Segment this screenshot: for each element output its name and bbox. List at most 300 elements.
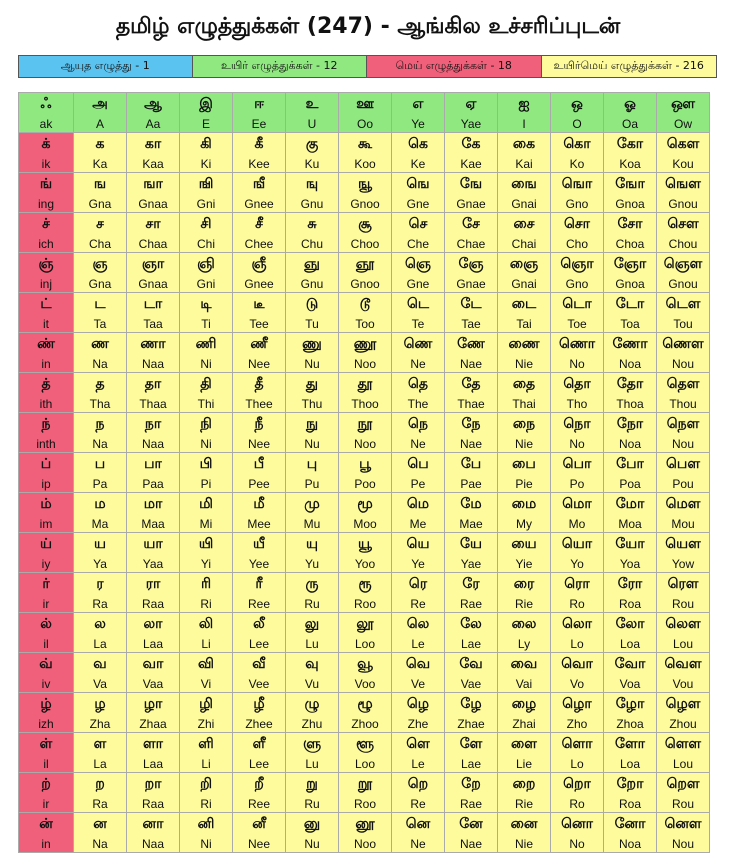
tamil-letter: கெ: [408, 136, 428, 152]
tamil-letter: னி: [197, 816, 215, 832]
syllable-cell: [498, 573, 551, 613]
pronunciation: Gnoa: [615, 277, 645, 291]
pronunciation: Thou: [669, 397, 697, 411]
syllable-cell: [286, 213, 339, 253]
syllable-cell: [498, 253, 551, 293]
syllable-cell: [127, 493, 180, 533]
consonant-cell: [19, 653, 74, 693]
tamil-letter: டெ: [406, 296, 430, 312]
tamil-letter: டௌ: [665, 296, 701, 312]
pronunciation: Poo: [354, 477, 376, 491]
tamil-letter: ளை: [511, 736, 537, 752]
tamil-letter: ண: [91, 336, 109, 352]
syllable-cell: [180, 373, 233, 413]
pronunciation: Pie: [515, 477, 533, 491]
syllable-cell: [657, 773, 710, 813]
syllable-cell: [286, 773, 339, 813]
syllable-cell: [551, 293, 604, 333]
tamil-letter: ஔ: [671, 96, 695, 112]
tamil-letter: கூ: [357, 136, 373, 152]
tamil-letter: பூ: [359, 456, 371, 472]
tamil-letter: மா: [143, 496, 163, 512]
syllable-cell: [551, 253, 604, 293]
tamil-letter: யெ: [406, 536, 430, 552]
syllable-cell: [392, 453, 445, 493]
syllable-cell: [339, 773, 392, 813]
pronunciation: Koa: [619, 157, 641, 171]
syllable-cell: [127, 333, 180, 373]
pronunciation: Ro: [569, 797, 585, 811]
tamil-letter: தோ: [616, 376, 644, 392]
syllable-cell: [127, 773, 180, 813]
pronunciation: Ru: [304, 597, 320, 611]
pronunciation: Ow: [674, 117, 692, 131]
pronunciation: Gno: [565, 197, 589, 211]
syllable-cell: [339, 373, 392, 413]
tamil-letter: நீ: [254, 416, 264, 432]
syllable-cell: [551, 533, 604, 573]
pronunciation: Chu: [300, 237, 323, 251]
pronunciation: Toa: [620, 317, 640, 331]
pronunciation: Ke: [410, 157, 426, 171]
tamil-letter: டீ: [253, 296, 265, 312]
pronunciation: Ree: [247, 597, 270, 611]
syllable-cell: [445, 453, 498, 493]
vowel-cell: [286, 93, 339, 133]
syllable-cell: [604, 653, 657, 693]
tamil-letter: தே: [461, 376, 481, 392]
consonant-cell: [19, 293, 74, 333]
tamil-letter: ய்: [39, 536, 52, 552]
syllable-cell: [392, 333, 445, 373]
tamil-letter: கௌ: [666, 136, 700, 152]
syllable-cell: [551, 613, 604, 653]
syllable-cell: [498, 653, 551, 693]
pronunciation: Ra: [92, 797, 108, 811]
syllable-cell: [339, 573, 392, 613]
syllable-cell: [127, 213, 180, 253]
pronunciation: Zhou: [669, 717, 697, 731]
pronunciation: Pae: [460, 477, 482, 491]
tamil-letter: னே: [459, 816, 483, 832]
pronunciation: Thoo: [351, 397, 379, 411]
pronunciation: Pu: [304, 477, 320, 491]
syllable-cell: [657, 333, 710, 373]
tamil-letter: ஒ: [571, 96, 583, 112]
tamil-letter: ணோ: [612, 336, 648, 352]
pronunciation: Chi: [196, 237, 215, 251]
tamil-letter: சொ: [564, 216, 590, 232]
pronunciation: inth: [36, 437, 56, 451]
syllable-cell: [604, 173, 657, 213]
table-row: [19, 533, 710, 573]
vowel-cell: [339, 93, 392, 133]
pronunciation: Vi: [200, 677, 212, 691]
syllable-cell: [498, 373, 551, 413]
pronunciation: La: [93, 757, 107, 771]
tamil-letter: ந: [95, 416, 105, 432]
pronunciation: Na: [92, 357, 108, 371]
syllable-cell: [657, 693, 710, 733]
pronunciation: Yo: [570, 557, 584, 571]
tamil-letter: ழௌ: [665, 696, 701, 712]
pronunciation: Aa: [145, 117, 161, 131]
syllable-cell: [551, 373, 604, 413]
tamil-letter: நௌ: [666, 416, 700, 432]
pronunciation: Noo: [353, 437, 376, 451]
syllable-cell: [233, 613, 286, 653]
tamil-letter: ஙி: [198, 176, 214, 192]
tamil-letter: ழை: [511, 696, 537, 712]
pronunciation: Tou: [673, 317, 693, 331]
pronunciation: Ree: [247, 797, 270, 811]
tamil-letter: னு: [303, 816, 321, 832]
vowel-cell: [445, 93, 498, 133]
syllable-cell: [551, 213, 604, 253]
pronunciation: Me: [409, 517, 427, 531]
pronunciation: Roo: [353, 597, 376, 611]
pronunciation: U: [307, 117, 317, 131]
syllable-cell: [604, 733, 657, 773]
pronunciation: Ya: [93, 557, 107, 571]
pronunciation: Na: [92, 837, 108, 851]
pronunciation: Choo: [350, 237, 380, 251]
tamil-letter: ணொ: [558, 336, 596, 352]
pronunciation: il: [43, 757, 49, 771]
syllable-cell: [392, 493, 445, 533]
syllable-cell: [445, 493, 498, 533]
pronunciation: Ne: [410, 837, 426, 851]
consonant-cell: [19, 813, 74, 853]
syllable-cell: [74, 493, 127, 533]
syllable-cell: [392, 693, 445, 733]
pronunciation: Ro: [569, 597, 585, 611]
pronunciation: Mou: [671, 517, 695, 531]
tamil-letter: ஓ: [624, 96, 636, 112]
tamil-letter: சி: [200, 216, 212, 232]
pronunciation: Zhu: [301, 717, 323, 731]
syllable-cell: [286, 253, 339, 293]
pronunciation: No: [569, 437, 585, 451]
tamil-letter: லொ: [562, 616, 592, 632]
tamil-letter: றி: [199, 776, 213, 792]
tamil-letter: ழீ: [253, 696, 265, 712]
syllable-cell: [127, 573, 180, 613]
syllable-cell: [392, 533, 445, 573]
tamil-letter: ழ: [94, 696, 106, 712]
tamil-letter: றௌ: [666, 776, 700, 792]
tamil-letter: னொ: [561, 816, 593, 832]
tamil-letter: தௌ: [666, 376, 700, 392]
tamil-letter: ச: [96, 216, 104, 232]
syllable-cell: [74, 293, 127, 333]
tamil-letter: கு: [305, 136, 319, 152]
pronunciation: Le: [411, 757, 425, 771]
tamil-letter: ட: [94, 296, 106, 312]
pronunciation: Zha: [89, 717, 111, 731]
table-row: [19, 813, 710, 853]
tamil-letter: ஞௌ: [663, 256, 703, 272]
pronunciation: Lo: [570, 757, 584, 771]
tamil-letter: கி: [200, 136, 212, 152]
tamil-letter: ஐ: [518, 96, 530, 112]
syllable-cell: [286, 573, 339, 613]
pronunciation: Lo: [570, 637, 584, 651]
consonant-cell: [19, 373, 74, 413]
consonant-cell: [19, 493, 74, 533]
pronunciation: Noo: [353, 357, 376, 371]
syllable-cell: [127, 533, 180, 573]
tamil-letter: தீ: [254, 376, 264, 392]
pronunciation: Nae: [459, 357, 482, 371]
pronunciation: Chou: [668, 237, 698, 251]
pronunciation: Vo: [569, 677, 584, 691]
pronunciation: Ri: [200, 797, 212, 811]
pronunciation: Chaa: [138, 237, 168, 251]
pronunciation: Mu: [303, 517, 321, 531]
syllable-cell: [127, 813, 180, 853]
tamil-letter: யி: [198, 536, 214, 552]
syllable-cell: [286, 333, 339, 373]
pronunciation: ik: [41, 157, 51, 171]
pronunciation: Gnu: [300, 197, 324, 211]
pronunciation: Loo: [354, 637, 376, 651]
tamil-letter: லீ: [253, 616, 265, 632]
pronunciation: it: [43, 317, 49, 331]
syllable-cell: [392, 573, 445, 613]
syllable-cell: [180, 213, 233, 253]
pronunciation: in: [41, 357, 51, 371]
tamil-letter: மே: [460, 496, 482, 512]
table-row: [19, 173, 710, 213]
tamil-letter: க: [95, 136, 105, 152]
pronunciation: Yu: [304, 557, 319, 571]
tamil-letter: நே: [461, 416, 481, 432]
syllable-cell: [445, 333, 498, 373]
pronunciation: Nae: [459, 437, 482, 451]
pronunciation: Ki: [200, 157, 212, 171]
pronunciation: Thi: [197, 397, 215, 411]
syllable-cell: [657, 573, 710, 613]
tamil-letter: னை: [510, 816, 538, 832]
tamil-letter: வீ: [252, 656, 266, 672]
table-row: [19, 493, 710, 533]
tamil-letter: யோ: [615, 536, 645, 552]
tamil-letter: தா: [144, 376, 162, 392]
tamil-letter: ஞு: [304, 256, 320, 272]
syllable-cell: [339, 413, 392, 453]
vowel-cell: [180, 93, 233, 133]
tamil-letter: ப: [94, 456, 106, 472]
pronunciation: il: [43, 637, 49, 651]
pronunciation: Ka: [92, 157, 108, 171]
vowel-header-row: [19, 93, 710, 133]
pronunciation: Li: [201, 637, 211, 651]
tamil-letter: டி: [200, 296, 212, 312]
tamil-letter: ம: [94, 496, 106, 512]
tamil-letter: கொ: [563, 136, 591, 152]
pronunciation: Tae: [461, 317, 481, 331]
tamil-letter: ஞீ: [251, 256, 267, 272]
vowel-cell: [127, 93, 180, 133]
syllable-cell: [74, 693, 127, 733]
tamil-letter: ளி: [198, 736, 214, 752]
syllable-cell: [286, 533, 339, 573]
syllable-cell: [339, 333, 392, 373]
tamil-letter: ச்: [42, 216, 50, 232]
pronunciation: Ko: [569, 157, 585, 171]
tamil-letter: ரொ: [564, 576, 590, 592]
pronunciation: Raa: [141, 597, 164, 611]
pronunciation: Gnee: [244, 197, 274, 211]
tamil-letter: மீ: [253, 496, 265, 512]
consonant-cell: [19, 133, 74, 173]
pronunciation: Zhaa: [139, 717, 167, 731]
tamil-letter: ஃ: [40, 96, 52, 112]
syllable-cell: [498, 413, 551, 453]
vowel-cell: [604, 93, 657, 133]
syllable-cell: [657, 453, 710, 493]
tamil-letter: மொ: [562, 496, 592, 512]
pronunciation: Vu: [304, 677, 320, 691]
table-row: [19, 573, 710, 613]
syllable-cell: [657, 373, 710, 413]
syllable-cell: [551, 733, 604, 773]
tamil-letter: ரௌ: [667, 576, 699, 592]
syllable-cell: [339, 493, 392, 533]
tamil-letter: சௌ: [667, 216, 699, 232]
tamil-letter: இ: [199, 96, 213, 112]
table-row: [19, 213, 710, 253]
tamil-letter: தெ: [407, 376, 428, 392]
tamil-letter: ரீ: [255, 576, 263, 592]
tamil-letter: நை: [512, 416, 536, 432]
syllable-cell: [180, 573, 233, 613]
tamil-letter: வ்: [39, 656, 53, 672]
tamil-letter: பை: [512, 456, 536, 472]
table-row: [19, 453, 710, 493]
pronunciation: ith: [39, 397, 53, 411]
syllable-cell: [445, 133, 498, 173]
pronunciation: Pe: [410, 477, 426, 491]
pronunciation: Cha: [88, 237, 111, 251]
tamil-letter: சா: [145, 216, 161, 232]
tamil-letter: யௌ: [665, 536, 701, 552]
tamil-letter: ரி: [200, 576, 212, 592]
tamil-letter: அ: [92, 96, 108, 112]
tamil-letter: வௌ: [664, 656, 702, 672]
tamil-letter: ஞே: [458, 256, 484, 272]
pronunciation: Gni: [196, 197, 216, 211]
syllable-cell: [127, 653, 180, 693]
tamil-letter: நோ: [616, 416, 644, 432]
pronunciation: Che: [406, 237, 429, 251]
tamil-letter: லி: [198, 616, 214, 632]
tamil-letter: ன: [93, 816, 107, 832]
tamil-letter: தூ: [357, 376, 373, 392]
pronunciation: Tho: [566, 397, 588, 411]
tamil-letter: நூ: [357, 416, 373, 432]
syllable-cell: [498, 693, 551, 733]
tamil-letter: ன்: [39, 816, 53, 832]
pronunciation: Ti: [201, 317, 211, 331]
tamil-letter: யீ: [252, 536, 265, 552]
syllable-cell: [339, 213, 392, 253]
syllable-cell: [498, 493, 551, 533]
legend-consonants: மெய் எழுத்துக்கள் - 18: [367, 56, 542, 77]
tamil-letter: ணா: [140, 336, 166, 352]
tamil-letter: யு: [305, 536, 318, 552]
syllable-cell: [551, 173, 604, 213]
tamil-letter: ஙௌ: [665, 176, 701, 192]
pronunciation: Zhi: [197, 717, 215, 731]
pronunciation: Gna: [88, 197, 112, 211]
pronunciation: Vae: [460, 677, 482, 691]
pronunciation: Ku: [304, 157, 320, 171]
syllable-cell: [233, 733, 286, 773]
pronunciation: Vai: [515, 677, 533, 691]
pronunciation: Toe: [567, 317, 587, 331]
tamil-letter: தை: [512, 376, 536, 392]
syllable-cell: [657, 413, 710, 453]
syllable-cell: [180, 453, 233, 493]
pronunciation: Gne: [406, 197, 430, 211]
pronunciation: Vee: [248, 677, 270, 691]
syllable-cell: [233, 373, 286, 413]
tamil-letter: ணெ: [403, 336, 433, 352]
syllable-cell: [498, 293, 551, 333]
syllable-cell: [180, 773, 233, 813]
pronunciation: Vou: [672, 677, 694, 691]
legend: [18, 55, 717, 78]
tamil-letter: கே: [461, 136, 481, 152]
tamil-letter: ஙு: [305, 176, 319, 192]
tamil-letter: ஞொ: [560, 256, 594, 272]
syllable-cell: [498, 533, 551, 573]
syllable-cell: [657, 133, 710, 173]
syllable-cell: [339, 133, 392, 173]
tamil-letter: மி: [199, 496, 213, 512]
syllable-cell: [233, 253, 286, 293]
pronunciation: inj: [39, 277, 52, 291]
pronunciation: Rae: [459, 597, 482, 611]
pronunciation: Ta: [93, 317, 107, 331]
syllable-cell: [180, 133, 233, 173]
pronunciation: Thaa: [139, 397, 167, 411]
pronunciation: izh: [38, 717, 54, 731]
syllable-cell: [551, 413, 604, 453]
pronunciation: Gnoa: [615, 197, 645, 211]
syllable-cell: [74, 213, 127, 253]
tamil-letter: றொ: [563, 776, 591, 792]
tamil-letter: ஙொ: [561, 176, 593, 192]
pronunciation: Choa: [615, 237, 645, 251]
pronunciation: Nou: [671, 357, 694, 371]
syllable-cell: [180, 653, 233, 693]
consonant-cell: [19, 253, 74, 293]
tamil-letter: க்: [41, 136, 51, 152]
syllable-cell: [551, 133, 604, 173]
tamil-letter: கா: [144, 136, 162, 152]
tamil-letter: உ: [305, 96, 319, 112]
pronunciation: Poa: [619, 477, 641, 491]
pronunciation: Gnaa: [138, 277, 168, 291]
pronunciation: ir: [42, 797, 50, 811]
syllable-cell: [74, 133, 127, 173]
syllable-cell: [180, 253, 233, 293]
syllable-cell: [339, 173, 392, 213]
syllable-cell: [445, 413, 498, 453]
